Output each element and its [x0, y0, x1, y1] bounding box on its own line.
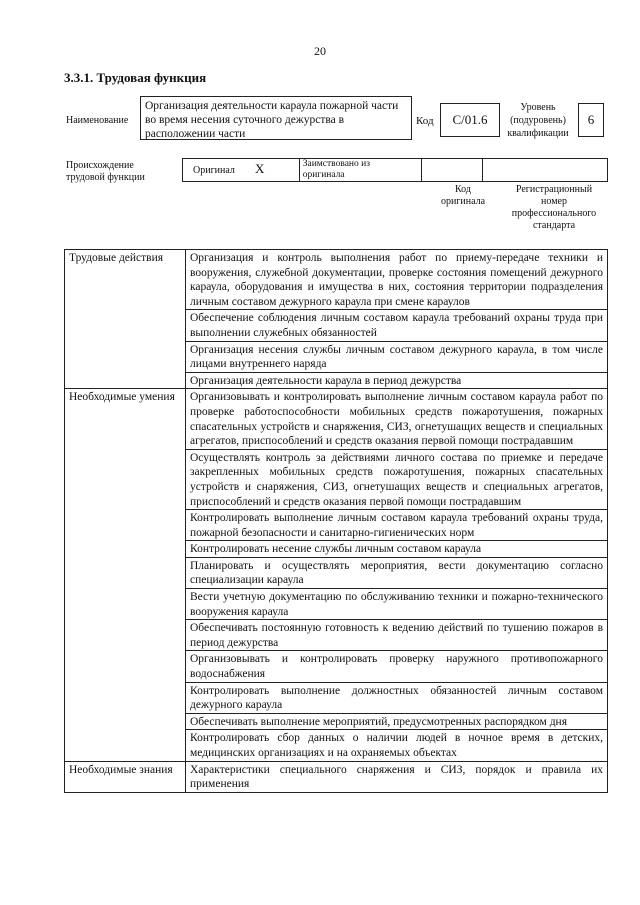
- item-cell: Обеспечивать выполнение мероприятий, предусмотренных распорядком дня: [186, 713, 608, 730]
- level-label: Уровень (подуровень) квалификации: [507, 102, 569, 139]
- level-box: 6: [578, 103, 604, 137]
- origin-row: [182, 158, 608, 182]
- item-cell: Организовывать и контролировать проверку наружного противопожарного водоснабжения: [186, 651, 608, 682]
- original-label: Оригинал: [193, 165, 235, 176]
- table-row: [65, 250, 608, 310]
- borrowed-label: Заимствовано из оригинала: [302, 159, 370, 180]
- item-cell: Обеспечивать постоянную готовность к ведению действий по тушению пожаров в период дежурства: [186, 620, 608, 651]
- function-name-box: Организация деятельности караула пожарной части во время несения суточного дежурства в расположении части: [140, 96, 412, 140]
- page-number: 20: [314, 44, 326, 58]
- section-title: 3.3.1. Трудовая функция: [64, 70, 207, 85]
- item-cell: Организация деятельности караула в период дежурства: [186, 372, 608, 389]
- item-cell: Контролировать несение службы личным составом караула: [186, 541, 608, 558]
- category-cell: Трудовые действия: [65, 250, 186, 389]
- table-row: [65, 389, 608, 449]
- code-label: Код: [416, 115, 434, 127]
- reg-number-cell: [482, 158, 608, 182]
- name-label: Наименование: [66, 115, 129, 126]
- item-cell: Контролировать сбор данных о наличии людей в ночное время в детских, медицинских организациях и на охраняемых объектах: [186, 730, 608, 761]
- table-row: [65, 761, 608, 792]
- reg-number-caption: Регистрационный номер профессионального стандарта: [511, 184, 597, 231]
- original-cell: [182, 158, 300, 182]
- code-original-caption: Код оригинала: [440, 184, 486, 207]
- category-cell: Необходимые умения: [65, 389, 186, 761]
- original-mark: X: [255, 161, 265, 176]
- item-cell: Контролировать выполнение должностных обязанностей личным составом дежурного караула: [186, 682, 608, 713]
- item-cell: Обеспечение соблюдения личным составом караула требований охраны труда при выполнении служебных обязанностей: [186, 310, 608, 341]
- item-cell: Контролировать выполнение личным составом караула требований охраны труда, пожарной безопасности и санитарно-гигиенических норм: [186, 510, 608, 541]
- code-original-cell: [421, 158, 483, 182]
- item-cell: Организация несения службы личным составом дежурного караула, в том числе лицами внутреннего наряда: [186, 341, 608, 372]
- item-cell: Характеристики специального снаряжения и СИЗ, порядок и правила их применения: [186, 761, 608, 792]
- item-cell: Организация и контроль выполнения работ по приему-передаче техники и вооружения, служебной документации, проверке состояния помещений дежурного караула, оборудования и имущества в них, состояния территории подразделения личным составом дежурного караула при смене караулов: [186, 250, 608, 310]
- item-cell: Планировать и осуществлять мероприятия, вести документацию согласно специализации караула: [186, 557, 608, 588]
- code-box: С/01.6: [440, 103, 500, 137]
- item-cell: Осуществлять контроль за действиями личного состава по приемке и передаче закрепленных мобильных средств пожаротушения, пожарных спасательных устройств и снаряжения, СИЗ, огнетушащих веществ и специальных агрегатов, приспособлений и средств оказания первой помощи пострадавшим: [186, 449, 608, 509]
- item-cell: Вести учетную документацию по обслуживанию техники и пожарно-технического вооружения караула: [186, 589, 608, 620]
- main-table: [64, 249, 608, 793]
- origin-label: Происхождение трудовой функции: [66, 160, 145, 183]
- item-cell: Организовывать и контролировать выполнение личным составом караула работ по проверке работоспособности мобильных средств пожаротушения, пожарных спасательных устройств и снаряжения, СИЗ, огнетушащих веществ и специальных агрегатов, приспособлений и средств оказания первой помощи пострадавшим: [186, 389, 608, 449]
- borrowed-cell: [299, 158, 423, 182]
- category-cell: Необходимые знания: [65, 761, 186, 792]
